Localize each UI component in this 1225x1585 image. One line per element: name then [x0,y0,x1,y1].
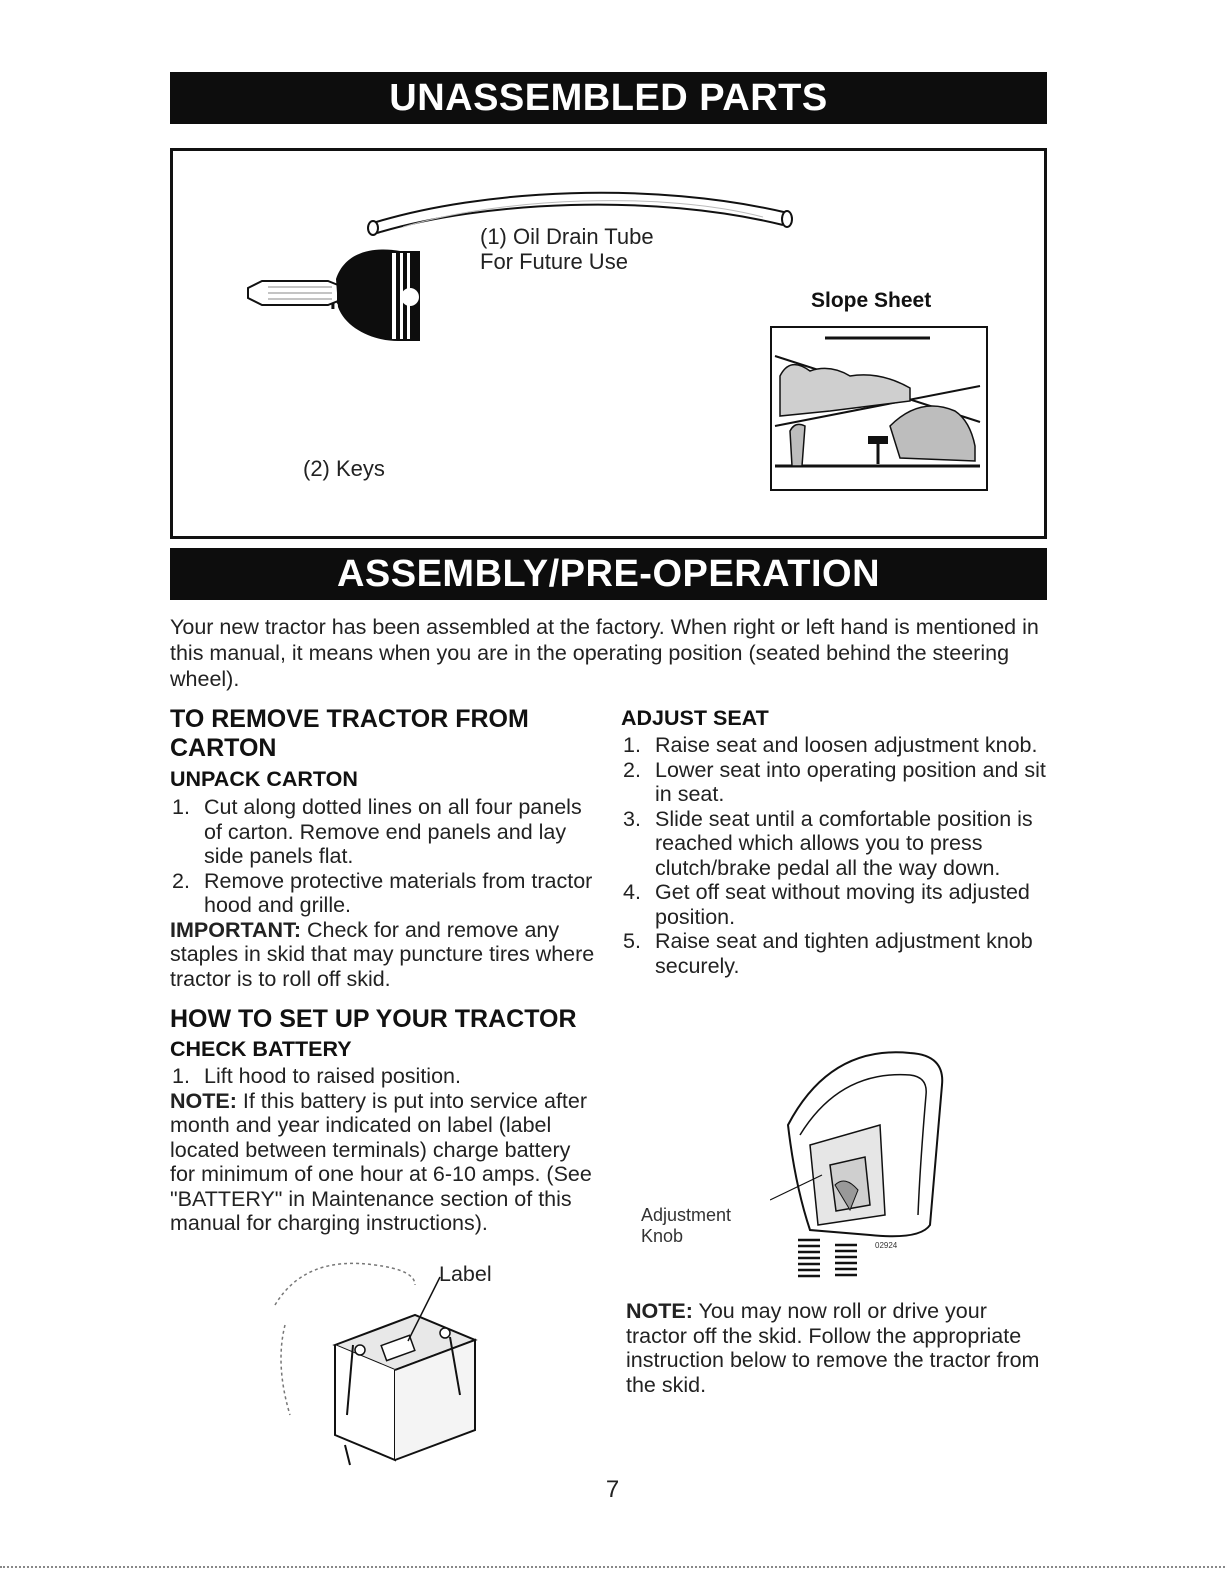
unassembled-parts-title: UNASSEMBLED PARTS [389,76,828,119]
seat-illustration [770,1025,970,1285]
unpack-step-1: 1. Cut along dotted lines on all four panels of carton. Remove end panels and lay side panels flat. [172,795,582,868]
unpack-step-2: 2. Remove protective materials from tractor hood and grille. [172,868,593,917]
adjust-seat-heading: ADJUST SEAT [621,706,769,730]
battery-label-callout: Label [439,1262,492,1286]
seat-step-5: 5. Raise seat and tighten adjustment knob securely. [623,929,1033,978]
keys-caption: (2) Keys [303,456,385,481]
slope-sheet-illustration [770,326,990,493]
oil-drain-tube-caption: (1) Oil Drain Tube For Future Use [480,224,654,274]
assembly-title: ASSEMBLY/PRE-OPERATION [336,552,881,595]
seat-step-1: 1. Raise seat and loosen adjustment knob. [623,733,1038,757]
key-icon [228,243,438,353]
unpack-carton-subheading: UNPACK CARTON [170,767,358,791]
check-battery-subheading: CHECK BATTERY [170,1037,352,1061]
left-column [170,705,600,1236]
battery-step-1: 1. Lift hood to raised position. [172,1064,461,1088]
unassembled-parts-banner [170,72,1047,124]
battery-note: NOTE: If this battery is put into service after month and year indicated on label (label located between terminals) charge battery for minimum of one hour at 6-10 amps. (See "BATTERY" in Maintenance section of this manual for charging instructions). [170,1088,592,1235]
seat-step-3: 3. Slide seat until a comfortable position is reached which allows you to press clutch/brake pedal all the way down. [623,806,1033,880]
page-number: 7 [605,1476,620,1503]
right-column [621,705,1051,978]
skid-note: NOTE: You may now roll or drive your tractor off the skid. Follow the appropriate instruction below to remove the tractor from the skid. [626,1299,1040,1397]
intro-paragraph: Your new tractor has been assembled at the factory. When right or left hand is mentioned in this manual, it means when you are in the operating position (seated behind the steering wheel). [170,615,1039,691]
slope-sheet-label: Slope Sheet [811,289,932,312]
page-bottom-border [0,1566,1225,1568]
important-note: IMPORTANT: Check for and remove any staples in skid that may puncture tires where tractor is to roll off skid. [170,917,595,991]
setup-tractor-heading: HOW TO SET UP YOUR TRACTOR [170,1005,577,1033]
seat-part-code: 02924 [875,1241,898,1250]
assembly-banner [170,548,1047,600]
remove-tractor-heading: TO REMOVE TRACTOR FROM CARTON [170,705,529,762]
spring-icon [798,1240,857,1276]
unassembled-parts-box [170,148,1047,539]
seat-step-2: 2. Lower seat into operating position and sit in seat. [623,757,1046,806]
adjustment-knob-label: Adjustment Knob [641,1205,732,1246]
seat-step-4: 4. Get off seat without moving its adjusted position. [623,880,1030,929]
